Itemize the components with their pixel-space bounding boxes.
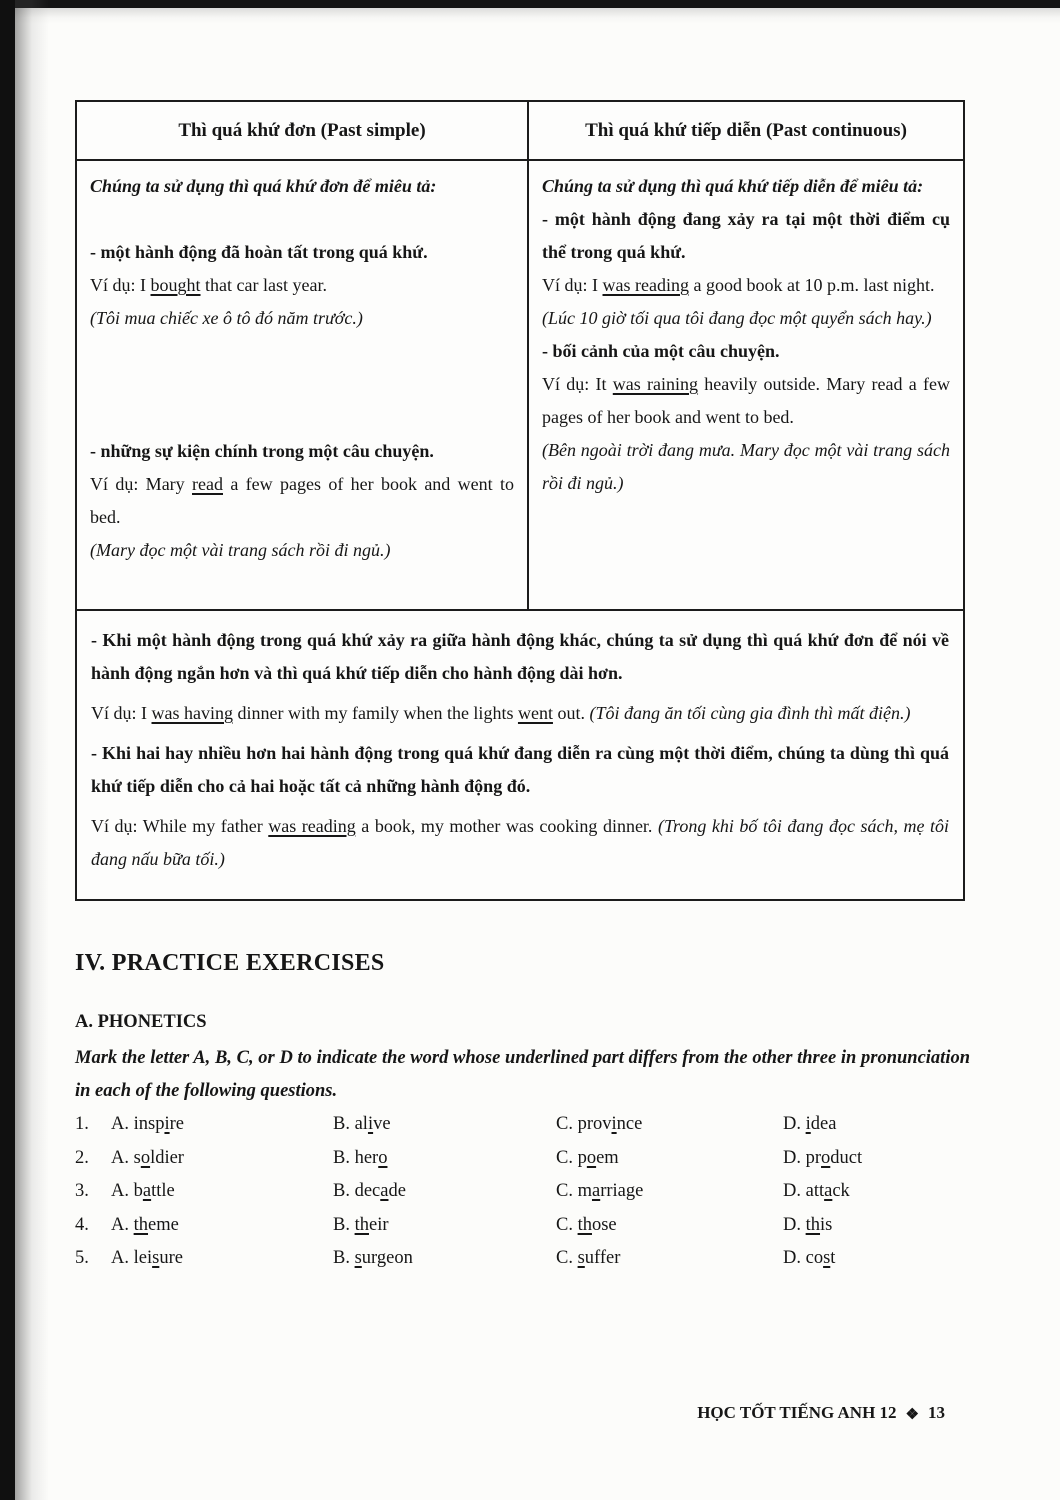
table-notes-cell — [77, 611, 963, 899]
option-d: D. product — [783, 1147, 863, 1168]
question-number: 5. — [75, 1248, 89, 1269]
option-c: C. those — [556, 1214, 617, 1235]
option-b: B. surgeon — [333, 1248, 413, 1269]
question-row-5 — [75, 1242, 965, 1276]
notes-example-1: Ví dụ: I was having dinner with my family when the lights went out. (Tôi đang ăn tối cùng gia đình thì mất điện.) — [91, 703, 911, 723]
phonetics-instruction: Mark the letter A, B, C, or D to indicate the word whose underlined part differs from the other three in pronunciation in each of the following questions. — [75, 1048, 970, 1101]
question-number: 4. — [75, 1214, 89, 1235]
grammar-comparison-table — [75, 100, 965, 901]
past-continuous-point-2: - bối cảnh của một câu chuyện. — [542, 341, 780, 361]
question-number: 3. — [75, 1181, 89, 1202]
option-a: A. inspire — [111, 1114, 184, 1135]
notes-example-2: Ví dụ: While my father was reading a book, my mother was cooking dinner. (Trong khi bố tôi đang đọc sách, mẹ tôi đang nấu bữa tối.) — [91, 816, 950, 869]
question-row-4 — [75, 1209, 965, 1243]
footer-page-number: 13 — [928, 1403, 945, 1422]
question-number: 1. — [75, 1114, 89, 1135]
header-past-continuous: Thì quá khứ tiếp diễn (Past continuous) — [585, 120, 907, 141]
scan-edge-top-shadow — [0, 8, 1060, 24]
table-header-row — [77, 102, 963, 161]
past-continuous-example-1: Ví dụ: I was reading a good book at 10 p.m. last night. — [542, 275, 935, 295]
table-body-row — [77, 161, 963, 611]
past-continuous-intro: Chúng ta sử dụng thì quá khứ tiếp diễn để miêu tả: — [542, 176, 924, 196]
past-simple-translation-1: (Tôi mua chiếc xe ô tô đó năm trước.) — [90, 308, 363, 328]
notes-rule-1: - Khi một hành động trong quá khứ xảy ra giữa hành động khác, chúng ta sử dụng thì quá khứ đơn để nói về hành động ngắn hơn và thì quá khứ tiếp diễn cho hành động dài hơn. — [91, 630, 949, 683]
option-d: D. attack — [783, 1181, 850, 1202]
option-a: A. soldier — [111, 1147, 184, 1168]
option-d: D. idea — [783, 1114, 837, 1135]
option-b: B. their — [333, 1214, 389, 1235]
footer-book-title: HỌC TỐT TIẾNG ANH 12 — [697, 1403, 897, 1422]
notes-rule-2: - Khi hai hay nhiều hơn hai hành động trong quá khứ đang diễn ra cùng một thời điểm, chúng ta dùng thì quá khứ tiếp diễn cho cả hai hoặc tất cả những hành động đó. — [91, 743, 949, 796]
phonetics-questions — [75, 1108, 965, 1276]
past-continuous-example-2: Ví dụ: It was raining heavily outside. Mary read a few pages of her book and went to bed. — [542, 374, 950, 427]
option-b: B. decade — [333, 1181, 406, 1202]
question-row-1 — [75, 1108, 965, 1142]
option-a: A. theme — [111, 1214, 179, 1235]
question-row-2 — [75, 1142, 965, 1176]
section-heading-practice-exercises: IV. PRACTICE EXERCISES — [75, 950, 385, 976]
diamond-icon: ❖ — [905, 1406, 919, 1423]
past-continuous-cell — [529, 161, 963, 609]
question-number: 2. — [75, 1147, 89, 1168]
past-simple-point-2: - những sự kiện chính trong một câu chuyện. — [90, 441, 434, 461]
past-simple-intro: Chúng ta sử dụng thì quá khứ đơn để miêu tả: — [90, 176, 437, 196]
past-simple-example-1: Ví dụ: I bought that car last year. — [90, 275, 327, 295]
scan-edge-top — [0, 0, 1060, 8]
option-a: A. leisure — [111, 1248, 183, 1269]
option-b: B. alive — [333, 1114, 391, 1135]
option-a: A. battle — [111, 1181, 175, 1202]
option-b: B. hero — [333, 1147, 388, 1168]
past-continuous-point-1: - một hành động đang xảy ra tại một thời điểm cụ thể trong quá khứ. — [542, 209, 950, 262]
option-c: C. poem — [556, 1147, 619, 1168]
scan-edge-left-shadow — [15, 0, 49, 1500]
option-c: C. suffer — [556, 1248, 621, 1269]
past-continuous-translation-2: (Bên ngoài trời đang mưa. Mary đọc một vài trang sách rồi đi ngủ.) — [542, 440, 950, 493]
page-footer — [697, 1403, 945, 1423]
option-d: D. this — [783, 1214, 833, 1235]
past-simple-example-2: Ví dụ: Mary read a few pages of her book and went to bed. — [90, 474, 514, 527]
scan-edge-left — [0, 0, 15, 1500]
past-continuous-translation-1: (Lúc 10 giờ tối qua tôi đang đọc một quyển sách hay.) — [542, 308, 932, 328]
option-c: C. marriage — [556, 1181, 644, 1202]
past-simple-cell — [77, 161, 529, 609]
subsection-heading-phonetics: A. PHONETICS — [75, 1012, 207, 1032]
option-d: D. cost — [783, 1248, 836, 1269]
past-simple-point-1: - một hành động đã hoàn tất trong quá khứ. — [90, 242, 428, 262]
option-c: C. province — [556, 1114, 643, 1135]
header-past-simple: Thì quá khứ đơn (Past simple) — [77, 102, 529, 159]
past-simple-translation-2: (Mary đọc một vài trang sách rồi đi ngủ.) — [90, 540, 391, 560]
question-row-3 — [75, 1175, 965, 1209]
